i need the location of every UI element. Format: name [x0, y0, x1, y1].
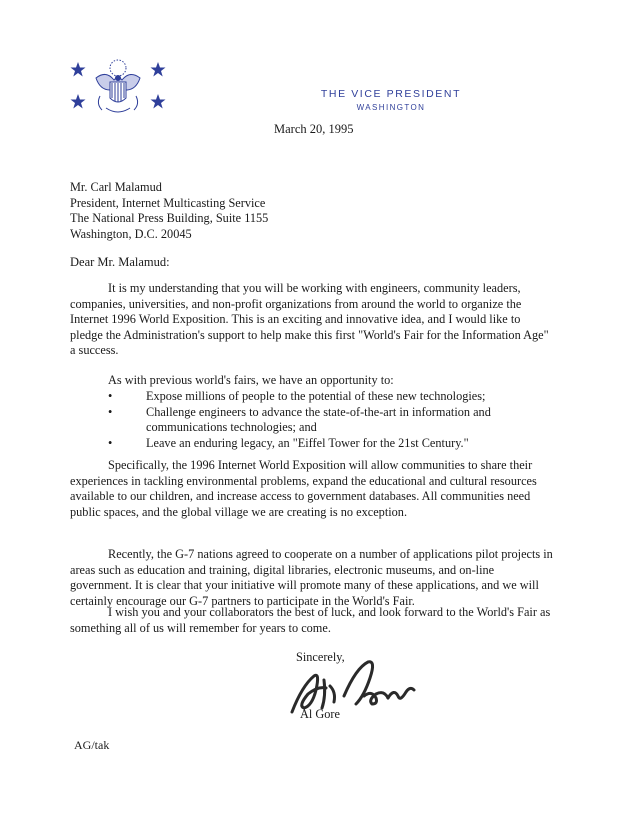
recipient-address	[70, 180, 268, 242]
list-item: • Leave an enduring legacy, an "Eiffel Tower for the 21st Century."	[108, 435, 469, 450]
body-paragraph: Recently, the G-7 nations agreed to cooperate on a number of applications pilot projects in areas such as education and training, digital libraries, electronic museums, and on-line government. It is clear that your initiative will promote many of these applications, and we will certainly encourage our G-7 partners to participate in the World's Fair.	[70, 547, 553, 608]
list-item: • Expose millions of people to the potential of these new technologies;	[108, 389, 486, 403]
opportunity-intro: As with previous world's fairs, we have an opportunity to:	[108, 373, 394, 387]
star-icon	[151, 94, 166, 109]
star-icon	[71, 62, 86, 77]
letter-date: March 20, 1995	[274, 122, 354, 136]
body-paragraph: I wish you and your collaborators the best of luck, and look forward to the World's Fair as something all of us will remember for years to come.	[70, 605, 551, 635]
letterhead-title: THE VICE PRESIDENT	[320, 88, 462, 100]
bullet-icon: •	[108, 389, 113, 403]
body-paragraph: It is my understanding that you will be working with engineers, community leaders, companies, universities, and non-profit organizations from around the world to organize the Internet 1996 World Exposition. This is an exciting and innovative idea, and I would like to pledge the Administration's support to help make this first "World's Fair for the Information Age" a success.	[70, 281, 549, 358]
body-paragraph: Specifically, the 1996 Internet World Exposition will allow communities to share their experiences in tackling environmental problems, expand the educational and cultural resources available to our children, and increase access to government databases. All communities need public spaces, and the global village we are creating is no exception.	[70, 458, 537, 519]
bullet-icon: •	[108, 435, 113, 450]
bullet-icon: •	[108, 404, 113, 419]
typist-initials: AG/tak	[74, 738, 110, 752]
recipient-line: Washington, D.C. 20045	[70, 226, 192, 241]
letterhead	[316, 88, 466, 113]
recipient-line: The National Press Building, Suite 1155	[70, 211, 269, 225]
star-icon	[151, 62, 166, 77]
letterhead-subtitle: WASHINGTON	[356, 103, 426, 112]
closing: Sincerely,	[296, 650, 345, 664]
star-icon	[71, 94, 86, 109]
salutation: Dear Mr. Malamud:	[70, 255, 170, 269]
recipient-line: Mr. Carl Malamud	[70, 180, 162, 194]
signer-name: Al Gore	[300, 707, 340, 721]
list-item: • Challenge engineers to advance the state-of-the-art in information and communications technologies; and	[108, 404, 491, 435]
vice-president-seal-icon	[66, 56, 170, 120]
recipient-line: President, Internet Multicasting Service	[70, 195, 266, 210]
opportunity-list	[108, 389, 538, 451]
